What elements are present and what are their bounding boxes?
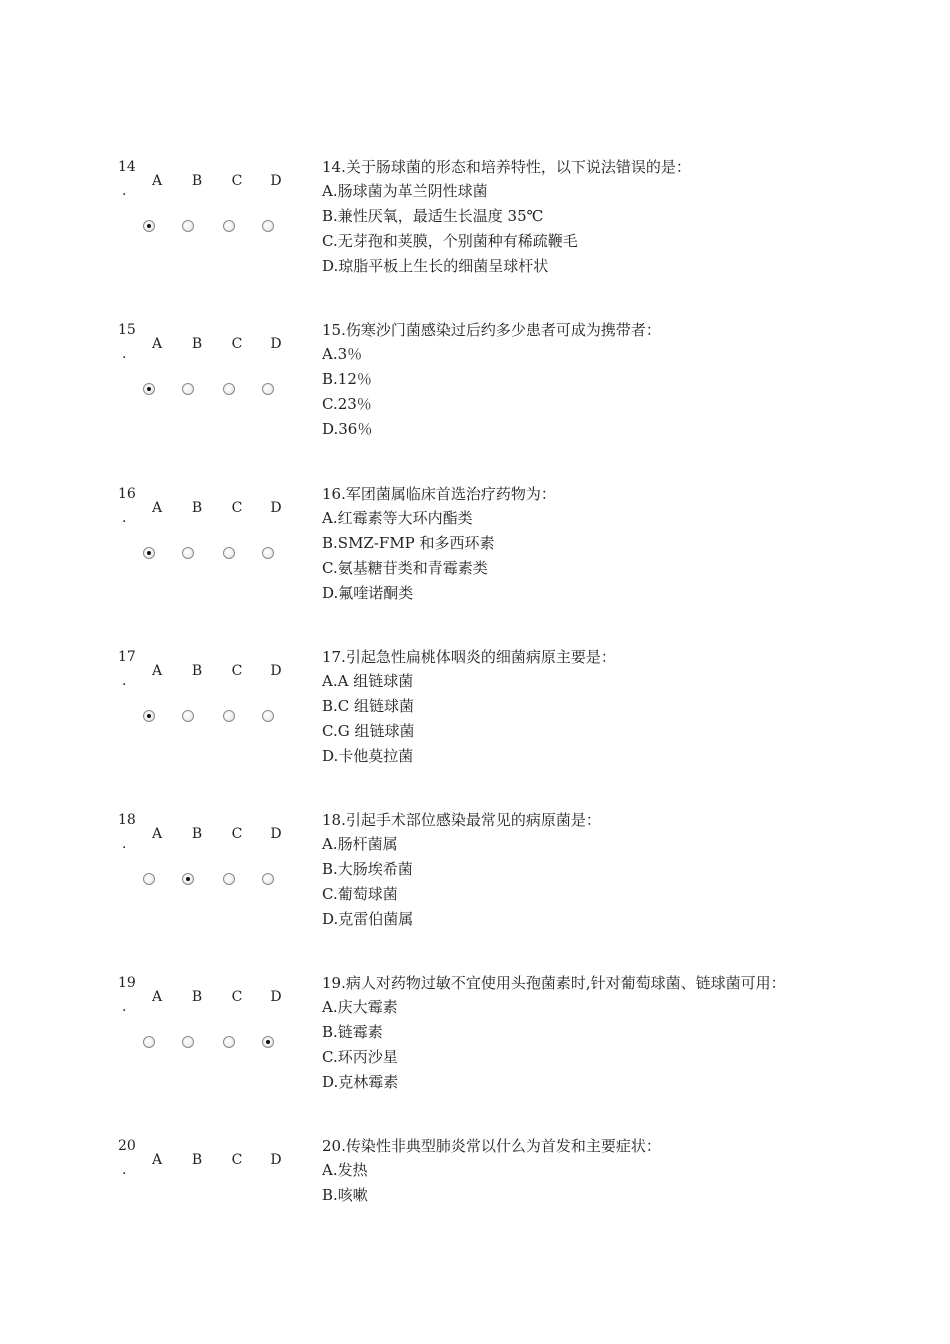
choice-letter-b: B — [191, 336, 203, 352]
option-text: B.链霉素 — [322, 1023, 383, 1041]
radio-option-d[interactable] — [262, 547, 274, 559]
radio-option-b[interactable] — [182, 873, 194, 885]
question-number: 19 — [118, 975, 136, 991]
option-text: A.肠杆菌属 — [322, 835, 398, 853]
radio-option-d[interactable] — [262, 383, 274, 395]
question-stem: 16.军团菌属临床首选治疗药物为： — [322, 485, 556, 503]
choice-letter-d: D — [270, 336, 282, 352]
question-number-dot: . — [122, 346, 127, 362]
question-stem: 17.引起急性扁桃体咽炎的细菌病原主要是： — [322, 648, 616, 666]
choice-letter-d: D — [270, 989, 282, 1005]
option-text: C.葡萄球菌 — [322, 885, 398, 903]
radio-option-c[interactable] — [223, 873, 235, 885]
choice-letter-c: C — [231, 1152, 243, 1168]
question-number: 16 — [118, 486, 136, 502]
radio-option-c[interactable] — [223, 547, 235, 559]
choice-letter-a: A — [151, 500, 163, 516]
question-number-dot: . — [122, 183, 127, 199]
option-text: A.红霉素等大环内酯类 — [322, 509, 473, 527]
option-text: C.氨基糖苷类和青霉素类 — [322, 559, 488, 577]
choice-letter-c: C — [231, 500, 243, 516]
question-number: 17 — [118, 649, 136, 665]
radio-option-c[interactable] — [223, 383, 235, 395]
radio-option-a[interactable] — [143, 220, 155, 232]
question-number: 14 — [118, 159, 136, 175]
question-stem: 15.伤寒沙门菌感染过后约多少患者可成为携带者： — [322, 321, 661, 339]
question-block — [0, 811, 950, 971]
radio-option-b[interactable] — [182, 1036, 194, 1048]
option-text: B.SMZ-FMP 和多西环素 — [322, 534, 495, 552]
choice-letter-d: D — [270, 500, 282, 516]
choice-letter-d: D — [270, 826, 282, 842]
choice-letter-c: C — [231, 989, 243, 1005]
option-text: C.G 组链球菌 — [322, 722, 415, 740]
question-number-dot: . — [122, 999, 127, 1015]
choice-letter-d: D — [270, 173, 282, 189]
radio-option-a[interactable] — [143, 1036, 155, 1048]
choice-letter-a: A — [151, 1152, 163, 1168]
choice-letter-b: B — [191, 500, 203, 516]
option-text: B.C 组链球菌 — [322, 697, 415, 715]
question-stem: 18.引起手术部位感染最常见的病原菌是： — [322, 811, 601, 829]
choice-letter-b: B — [191, 173, 203, 189]
radio-option-a[interactable] — [143, 710, 155, 722]
question-stem: 19.病人对药物过敏不宜使用头孢菌素时,针对葡萄球菌、链球菌可用： — [322, 974, 786, 992]
choice-letter-a: A — [151, 336, 163, 352]
choice-letter-c: C — [231, 173, 243, 189]
option-text: D.氟喹诺酮类 — [322, 584, 414, 602]
radio-option-c[interactable] — [223, 710, 235, 722]
question-block — [0, 974, 950, 1134]
option-text: C.23％ — [322, 395, 372, 413]
option-text: A.A 组链球菌 — [322, 672, 414, 690]
radio-option-b[interactable] — [182, 383, 194, 395]
choice-letter-a: A — [151, 173, 163, 189]
choice-letter-c: C — [231, 826, 243, 842]
radio-option-d[interactable] — [262, 710, 274, 722]
choice-letter-a: A — [151, 826, 163, 842]
choice-letter-b: B — [191, 1152, 203, 1168]
question-number-dot: . — [122, 510, 127, 526]
option-text: A.3％ — [322, 345, 363, 363]
option-text: C.环丙沙星 — [322, 1048, 398, 1066]
radio-option-b[interactable] — [182, 220, 194, 232]
radio-option-a[interactable] — [143, 383, 155, 395]
option-text: D.卡他莫拉菌 — [322, 747, 414, 765]
choice-letter-d: D — [270, 1152, 282, 1168]
question-number-dot: . — [122, 836, 127, 852]
question-number: 18 — [118, 812, 136, 828]
option-text: C.无芽孢和荚膜，个别菌种有稀疏鞭毛 — [322, 232, 578, 250]
choice-letter-b: B — [191, 989, 203, 1005]
question-number: 15 — [118, 322, 136, 338]
option-text: D.克林霉素 — [322, 1073, 399, 1091]
radio-option-c[interactable] — [223, 1036, 235, 1048]
option-text: A.发热 — [322, 1161, 368, 1179]
question-block — [0, 648, 950, 808]
option-text: D.克雷伯菌属 — [322, 910, 414, 928]
option-text: B.咳嗽 — [322, 1186, 368, 1204]
radio-option-b[interactable] — [182, 710, 194, 722]
question-number: 20 — [118, 1138, 136, 1154]
radio-option-b[interactable] — [182, 547, 194, 559]
choice-letter-d: D — [270, 663, 282, 679]
option-text: A.肠球菌为革兰阴性球菌 — [322, 182, 488, 200]
radio-option-d[interactable] — [262, 220, 274, 232]
option-text: D.琼脂平板上生长的细菌呈球杆状 — [322, 257, 549, 275]
question-number-dot: . — [122, 1162, 127, 1178]
radio-option-d[interactable] — [262, 1036, 274, 1048]
choice-letter-a: A — [151, 663, 163, 679]
option-text: D.36％ — [322, 420, 373, 438]
radio-option-c[interactable] — [223, 220, 235, 232]
option-text: A.庆大霉素 — [322, 998, 398, 1016]
question-number-dot: . — [122, 673, 127, 689]
question-stem: 14.关于肠球菌的形态和培养特性，以下说法错误的是： — [322, 158, 691, 176]
choice-letter-b: B — [191, 826, 203, 842]
question-stem: 20.传染性非典型肺炎常以什么为首发和主要症状： — [322, 1137, 661, 1155]
radio-option-d[interactable] — [262, 873, 274, 885]
question-block — [0, 485, 950, 645]
option-text: B.12％ — [322, 370, 372, 388]
radio-option-a[interactable] — [143, 873, 155, 885]
radio-option-a[interactable] — [143, 547, 155, 559]
option-text: B.兼性厌氧，最适生长温度 35℃ — [322, 207, 544, 225]
choice-letter-c: C — [231, 336, 243, 352]
choice-letter-a: A — [151, 989, 163, 1005]
choice-letter-b: B — [191, 663, 203, 679]
option-text: B.大肠埃希菌 — [322, 860, 413, 878]
choice-letter-c: C — [231, 663, 243, 679]
question-block — [0, 321, 950, 481]
question-block — [0, 158, 950, 318]
question-block — [0, 1137, 950, 1297]
